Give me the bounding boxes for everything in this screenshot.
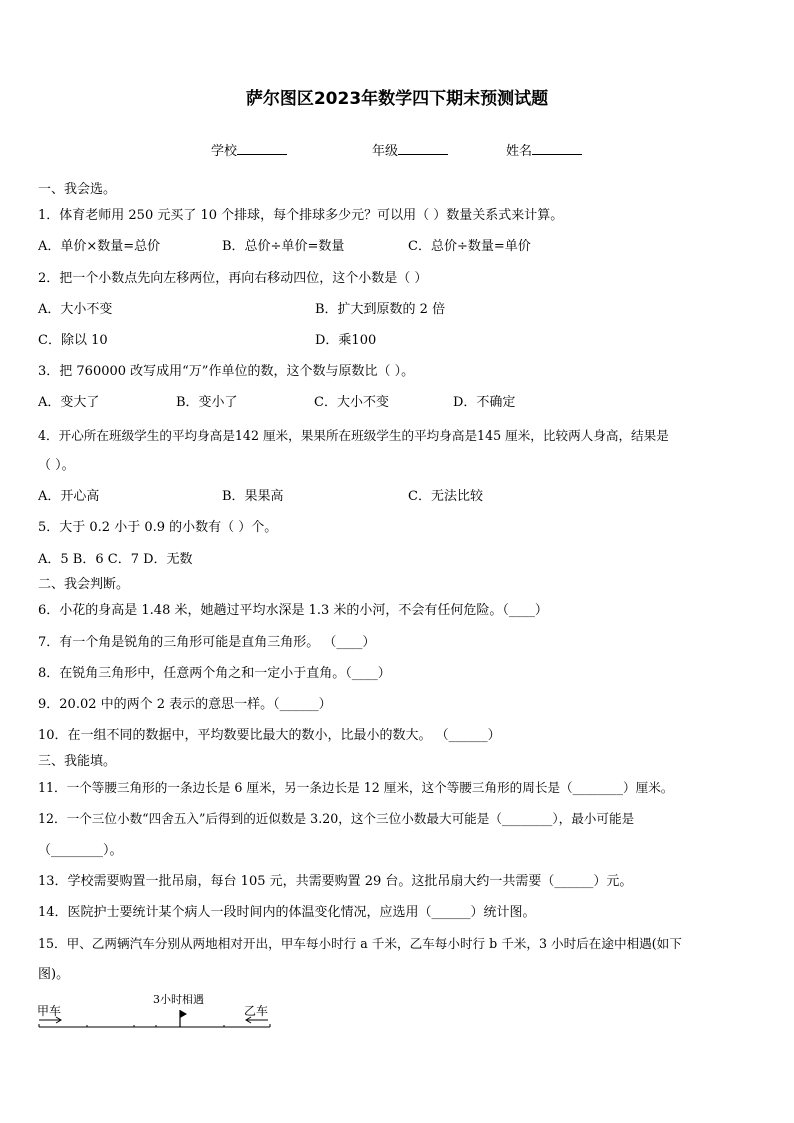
q3-option-b: B．变小了: [176, 395, 238, 410]
grade-blank[interactable]: [398, 141, 448, 155]
question-8: 8．在锐角三角形中，任意两个角之和一定小于直角。（____）: [38, 666, 391, 681]
q3-option-d: D．不确定: [453, 395, 516, 410]
question-4: 4．开心所在班级学生的平均身高是142 厘米，果果所在班级学生的平均身高是145 厘米，比较两人身高，结果是: [38, 428, 669, 443]
diagram-right-label: 乙车: [244, 1004, 269, 1018]
question-3: 3．把 760000 改写成用“万”作单位的数，这个数与原数比（ ）。: [38, 364, 415, 379]
q5-options: A．5 B．6 C．7 D．无数: [38, 552, 193, 567]
q2-option-b: B．扩大到原数的 2 倍: [315, 302, 446, 317]
diagram-left-label: 甲车: [37, 1004, 62, 1018]
q3-option-c: C．大小不变: [314, 395, 389, 410]
school-field: [211, 141, 287, 160]
page-title: 萨尔图区2023年数学四下期末预测试题: [245, 89, 549, 109]
q3-option-a: A．变大了: [38, 395, 100, 410]
grade-field: [372, 141, 448, 160]
meeting-flag-icon: [180, 1010, 187, 1027]
school-blank[interactable]: [237, 141, 287, 155]
question-10: 10．在一组不同的数据中，平均数要比最大的数小，比最小的数大。 （______）: [38, 728, 501, 743]
q1-option-b: B．总价÷单价=数量: [222, 239, 345, 254]
question-12-cont: （________）。: [38, 843, 123, 858]
q2-option-d: D．乘100: [315, 333, 377, 348]
q4-option-c: C．无法比较: [408, 489, 483, 504]
section-heading-2: 二、我会判断。: [38, 577, 130, 592]
q4-option-b: B．果果高: [222, 489, 284, 504]
question-5: 5．大于 0.2 小于 0.9 的小数有（ ）个。: [38, 520, 278, 535]
name-label: 姓名: [506, 144, 533, 159]
question-4-cont: （ ）。: [38, 458, 75, 473]
diagram-meet-label: 3小时相遇: [153, 993, 204, 1006]
q4-option-a: A．开心高: [38, 489, 100, 504]
name-blank[interactable]: [532, 141, 582, 155]
question-9: 9．20.02 中的两个 2 表示的意思一样。（______）: [38, 697, 332, 712]
section-heading-1: 一、我会选。: [38, 182, 117, 197]
question-13: 13．学校需要购置一批吊扇，每台 105 元，共需要购置 29 台。这批吊扇大约一共需要（______）元。: [38, 874, 633, 889]
question-15-cont: 图)。: [38, 967, 70, 982]
question-11: 11．一个等腰三角形的一条边长是 6 厘米，另一条边长是 12 厘米，这个等腰三角形的周长是（________）厘米。: [38, 780, 674, 795]
name-field: [506, 141, 582, 160]
q2-option-a: A．大小不变: [38, 302, 113, 317]
q1-option-c: C．总价÷数量=单价: [408, 239, 531, 254]
question-7: 7．有一个角是锐角的三角形可能是直角三角形。 （____）: [38, 635, 376, 650]
question-1: 1．体育老师用 250 元买了 10 个排球，每个排球多少元？可以用（ ）数量关系式来计算。: [38, 208, 564, 223]
grade-label: 年级: [372, 144, 399, 159]
question-15: 15．甲、乙两辆汽车分别从两地相对开出，甲车每小时行 a 千米，乙车每小时行 b 千米，3 小时后在途中相遇(如下: [38, 936, 682, 951]
school-label: 学校: [211, 144, 238, 159]
meeting-diagram: [34, 990, 284, 1040]
question-14: 14．医院护士要统计某个病人一段时间内的体温变化情况，应选用（______）统计图。: [38, 905, 536, 920]
question-6: 6．小花的身高是 1.48 米，她趟过平均水深是 1.3 米的小河，不会有任何危险。（____）: [38, 603, 548, 618]
section-heading-3: 三、我能填。: [38, 754, 117, 769]
question-2: 2．把一个小数点先向左移两位，再向右移动四位，这个小数是（ ）: [38, 271, 428, 286]
distance-line: [39, 1024, 270, 1027]
question-12: 12．一个三位小数“四舍五入”后得到的近似数是 3.20，这个三位小数最大可能是（________），最小可能是: [38, 811, 635, 826]
q1-option-a: A．单价×数量=总价: [38, 239, 161, 254]
q2-option-c: C．除以 10: [38, 333, 108, 348]
